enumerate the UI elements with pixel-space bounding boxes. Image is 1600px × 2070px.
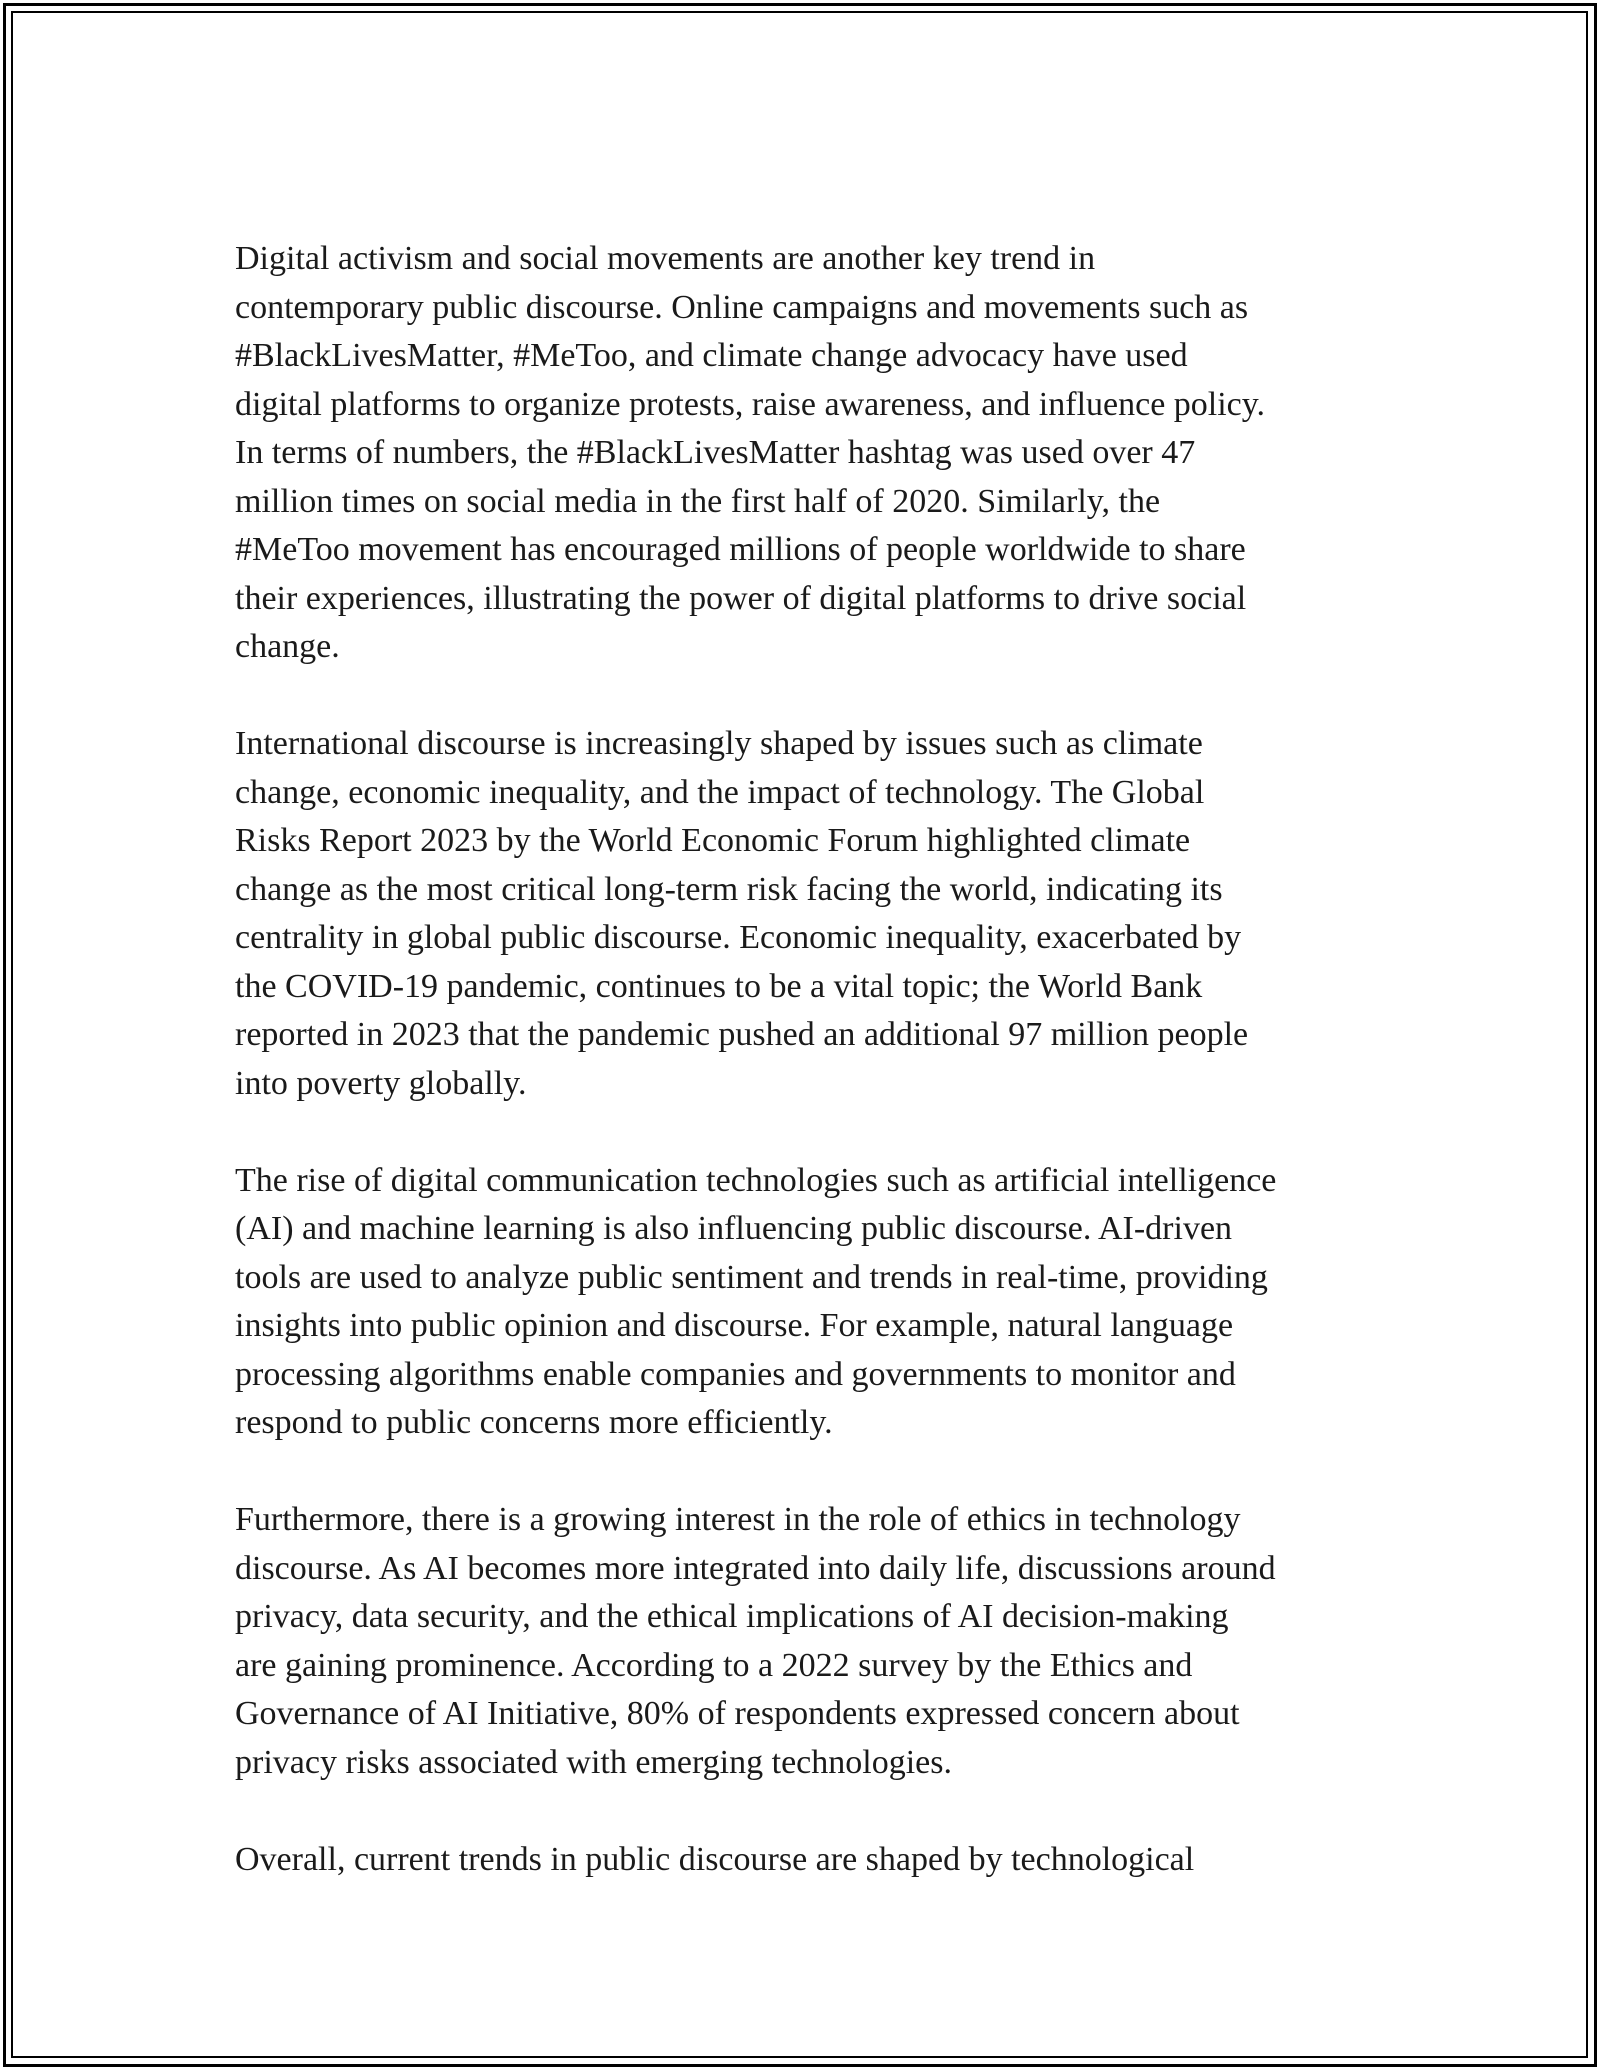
text-line: respond to public concerns more efficiently. — [235, 1404, 833, 1441]
text-line: privacy risks associated with emerging technologies. — [235, 1743, 952, 1781]
text-line: tools are used to analyze public sentiment and trends in real-time, providing — [235, 1258, 1268, 1296]
text-line: change as the most critical long-term risk facing the world, indicating its — [235, 870, 1223, 908]
text-line: Overall, current trends in public discourse are shaped by technological — [235, 1840, 1195, 1878]
text-line: discourse. As AI becomes more integrated into daily life, discussions around — [235, 1549, 1276, 1587]
text-line: are gaining prominence. According to a 2022 survey by the Ethics and — [235, 1646, 1193, 1684]
text-line: digital platforms to organize protests, raise awareness, and influence policy. — [235, 385, 1266, 423]
text-line: (AI) and machine learning is also influencing public discourse. AI-driven — [235, 1210, 1233, 1247]
text-line: contemporary public discourse. Online campaigns and movements such as — [235, 288, 1249, 326]
text-line: centrality in global public discourse. Economic inequality, exacerbated by — [235, 919, 1242, 956]
text-line: privacy, data security, and the ethical implications of AI decision-making — [235, 1598, 1229, 1635]
paragraph-overall — [235, 1836, 1385, 1885]
text-line: change. — [235, 628, 340, 665]
text-line: #MeToo movement has encouraged millions of people worldwide to share — [235, 531, 1246, 568]
text-line: million times on social media in the first half of 2020. Similarly, the — [235, 482, 1161, 520]
text-line: the COVID-19 pandemic, continues to be a vital topic; the World Bank — [235, 967, 1203, 1005]
paragraph-ethics-in-technology — [235, 1496, 1385, 1787]
text-line: International discourse is increasingly shaped by issues such as climate — [235, 725, 1203, 762]
text-line: Risks Report 2023 by the World Economic Forum highlighted climate — [235, 822, 1191, 859]
text-line: into poverty globally. — [235, 1064, 527, 1102]
text-line: The rise of digital communication technologies such as artificial intelligence — [235, 1161, 1277, 1199]
text-line: processing algorithms enable companies and governments to monitor and — [235, 1355, 1236, 1393]
text-line: change, economic inequality, and the impact of technology. The Global — [235, 773, 1205, 811]
text-line: In terms of numbers, the #BlackLivesMatter hashtag was used over 47 — [235, 434, 1196, 471]
document-body — [235, 235, 1385, 1933]
text-line: Digital activism and social movements are another key trend in — [235, 240, 1096, 277]
text-line: Governance of AI Initiative, 80% of respondents expressed concern about — [235, 1695, 1240, 1732]
paragraph-digital-activism — [235, 235, 1385, 672]
text-line: their experiences, illustrating the power of digital platforms to drive social — [235, 579, 1247, 617]
text-line: insights into public opinion and discourse. For example, natural language — [235, 1307, 1234, 1344]
text-line: Furthermore, there is a growing interest in the role of ethics in technology — [235, 1501, 1241, 1538]
paragraph-international-discourse — [235, 720, 1385, 1108]
paragraph-digital-communication — [235, 1157, 1385, 1448]
text-line: #BlackLivesMatter, #MeToo, and climate change advocacy have used — [235, 337, 1188, 374]
text-line: reported in 2023 that the pandemic pushed an additional 97 million people — [235, 1016, 1249, 1053]
